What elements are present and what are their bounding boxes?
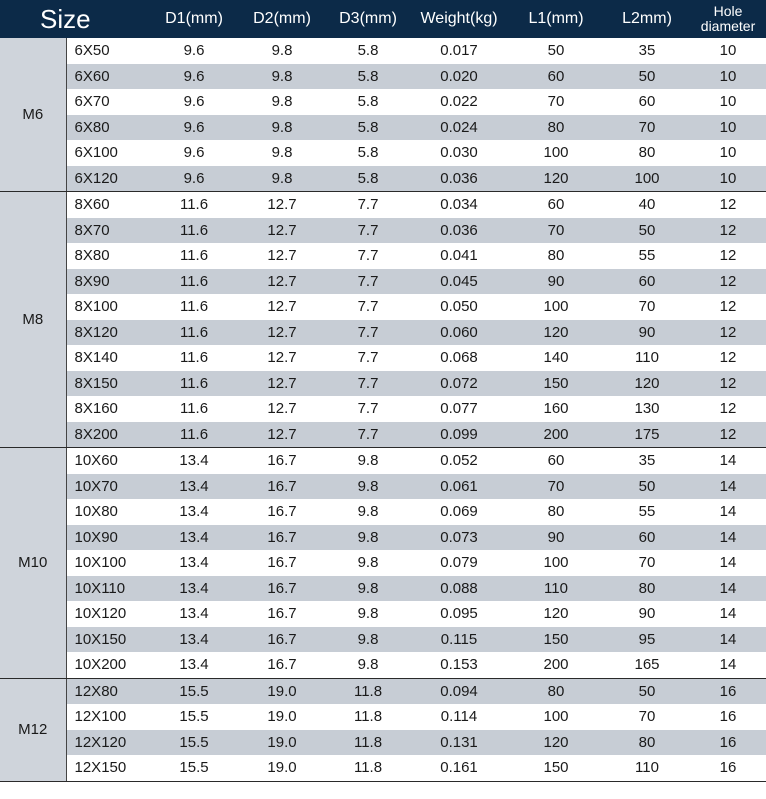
d2-cell: 16.7 xyxy=(238,474,326,500)
table-body xyxy=(0,38,766,781)
weight-cell: 0.114 xyxy=(440,708,478,726)
size-cell: 12X100 xyxy=(66,704,150,730)
l1-cell: 160 xyxy=(543,400,569,418)
d1-cell: 11.6 xyxy=(150,320,238,346)
d2-cell: 19.0 xyxy=(267,708,297,726)
d2-cell: 12.7 xyxy=(267,196,297,214)
d2-cell: 12.7 xyxy=(267,298,297,316)
l1-cell: 100 xyxy=(543,708,569,726)
weight-cell: 0.161 xyxy=(410,755,508,781)
d2-cell: 16.7 xyxy=(267,554,297,572)
d1-cell: 15.5 xyxy=(150,755,238,781)
l1-cell: 120 xyxy=(508,730,604,756)
weight-cell: 0.068 xyxy=(440,349,478,367)
table-row xyxy=(0,38,766,64)
d2-cell: 12.7 xyxy=(238,218,326,244)
d3-cell: 7.7 xyxy=(357,247,379,265)
l2-cell: 70 xyxy=(638,708,656,726)
l1-cell: 80 xyxy=(547,503,565,521)
size-cell: 8X60 xyxy=(66,192,150,218)
table-row xyxy=(0,678,766,704)
l2-cell: 110 xyxy=(635,349,659,367)
size-cell: 10X60 xyxy=(66,448,150,474)
d3-cell: 7.7 xyxy=(357,196,379,214)
d2-cell: 19.0 xyxy=(238,730,326,756)
d3-cell: 9.8 xyxy=(357,554,379,572)
d2-cell: 16.7 xyxy=(238,627,326,653)
d1-cell: 15.5 xyxy=(150,678,238,704)
l2-cell: 95 xyxy=(604,627,690,653)
table-row xyxy=(0,704,766,730)
table-row xyxy=(0,499,766,525)
l2-cell: 35 xyxy=(638,452,656,470)
table-header xyxy=(0,0,766,38)
size-cell: 10X110 xyxy=(66,576,150,602)
table-row xyxy=(0,422,766,448)
table-row xyxy=(0,243,766,269)
table-row xyxy=(0,448,766,474)
table-row xyxy=(0,345,766,371)
weight-cell: 0.079 xyxy=(440,554,478,572)
hole-diameter-cell: 14 xyxy=(719,554,737,572)
d3-cell: 7.7 xyxy=(326,218,410,244)
l2-cell: 50 xyxy=(604,678,690,704)
l2-cell: 60 xyxy=(638,93,656,111)
weight-cell: 0.034 xyxy=(440,196,478,214)
d3-header: D3(mm) xyxy=(326,0,410,38)
d3-cell: 5.8 xyxy=(326,115,410,141)
table-row xyxy=(0,64,766,90)
d2-cell: 16.7 xyxy=(267,605,297,623)
d2-cell: 9.8 xyxy=(238,64,326,90)
d2-cell: 12.7 xyxy=(267,349,297,367)
table-row xyxy=(0,652,766,678)
l1-cell: 80 xyxy=(508,115,604,141)
size-cell: 6X120 xyxy=(66,166,150,192)
table-row xyxy=(0,550,766,576)
d3-cell: 5.8 xyxy=(357,144,379,162)
weight-cell: 0.036 xyxy=(410,218,508,244)
d3-cell: 9.8 xyxy=(326,576,410,602)
l2-cell: 35 xyxy=(638,42,656,60)
size-cell: 8X200 xyxy=(66,422,150,448)
hole-diameter-cell: 14 xyxy=(690,474,766,500)
hole-header-line1: Hole xyxy=(713,3,743,19)
d3-cell: 9.8 xyxy=(357,452,379,470)
d3-cell: 5.8 xyxy=(357,93,379,111)
weight-cell: 0.024 xyxy=(410,115,508,141)
l2-cell: 90 xyxy=(604,320,690,346)
d1-cell: 13.4 xyxy=(179,605,209,623)
d1-cell: 11.6 xyxy=(150,422,238,448)
d2-cell: 12.7 xyxy=(238,422,326,448)
weight-cell: 0.099 xyxy=(410,422,508,448)
d1-cell: 9.6 xyxy=(150,166,238,192)
hole-diameter-cell: 12 xyxy=(719,298,737,316)
size-cell: 8X70 xyxy=(66,218,150,244)
size-cell: 12X120 xyxy=(66,730,150,756)
l2-header: L2mm) xyxy=(604,0,690,38)
size-cell: 6X60 xyxy=(66,64,150,90)
table-row xyxy=(0,89,766,115)
l2-cell: 90 xyxy=(638,605,656,623)
weight-cell: 0.017 xyxy=(440,42,478,60)
d3-cell: 7.7 xyxy=(326,269,410,295)
d1-cell: 13.4 xyxy=(179,554,209,572)
weight-cell: 0.073 xyxy=(410,525,508,551)
l1-cell: 150 xyxy=(508,371,604,397)
size-cell: 6X50 xyxy=(66,38,150,64)
d3-cell: 9.8 xyxy=(326,652,410,678)
l1-cell: 70 xyxy=(508,474,604,500)
d2-header: D2(mm) xyxy=(238,0,326,38)
d2-cell: 16.7 xyxy=(238,652,326,678)
weight-header: Weight(kg) xyxy=(410,0,508,38)
l2-cell: 70 xyxy=(638,554,656,572)
d3-cell: 5.8 xyxy=(326,166,410,192)
d1-cell: 9.6 xyxy=(183,144,205,162)
size-cell: 12X150 xyxy=(66,755,150,781)
d3-cell: 9.8 xyxy=(326,525,410,551)
d1-cell: 9.6 xyxy=(183,93,205,111)
d2-cell: 19.0 xyxy=(238,755,326,781)
d2-cell: 19.0 xyxy=(238,678,326,704)
hole-diameter-cell: 10 xyxy=(690,166,766,192)
hole-diameter-cell: 10 xyxy=(690,64,766,90)
table-row xyxy=(0,474,766,500)
d2-cell: 9.8 xyxy=(271,42,293,60)
table-row xyxy=(0,269,766,295)
d2-cell: 12.7 xyxy=(238,371,326,397)
d1-cell: 13.4 xyxy=(150,474,238,500)
d2-cell: 16.7 xyxy=(267,503,297,521)
l1-cell: 80 xyxy=(547,247,565,265)
size-cell: 8X160 xyxy=(66,396,150,422)
d3-cell: 11.8 xyxy=(353,708,383,726)
l1-cell: 60 xyxy=(547,196,565,214)
d3-cell: 9.8 xyxy=(357,605,379,623)
l2-cell: 50 xyxy=(604,64,690,90)
l2-cell: 55 xyxy=(638,247,656,265)
size-cell: 8X90 xyxy=(66,269,150,295)
hole-diameter-cell: 12 xyxy=(690,320,766,346)
d1-cell: 11.6 xyxy=(150,269,238,295)
table-row xyxy=(0,627,766,653)
table-row xyxy=(0,576,766,602)
table-row xyxy=(0,218,766,244)
l2-cell: 100 xyxy=(604,166,690,192)
d3-cell: 7.7 xyxy=(357,349,379,367)
hole-diameter-cell: 16 xyxy=(690,730,766,756)
hole-diameter-cell: 14 xyxy=(690,525,766,551)
weight-cell: 0.030 xyxy=(440,144,478,162)
l1-cell: 100 xyxy=(543,298,569,316)
d2-cell: 12.7 xyxy=(267,247,297,265)
weight-cell: 0.045 xyxy=(410,269,508,295)
d1-cell: 11.6 xyxy=(179,247,209,265)
group-label: M12 xyxy=(0,678,66,781)
l1-cell: 100 xyxy=(543,144,569,162)
l2-cell: 80 xyxy=(638,144,656,162)
l2-cell: 110 xyxy=(604,755,690,781)
header-row xyxy=(0,0,766,38)
d2-cell: 9.8 xyxy=(271,93,293,111)
weight-cell: 0.131 xyxy=(410,730,508,756)
d3-cell: 9.8 xyxy=(357,503,379,521)
l1-cell: 120 xyxy=(543,605,569,623)
l1-cell: 200 xyxy=(508,652,604,678)
size-cell: 6X70 xyxy=(66,89,150,115)
l2-cell: 130 xyxy=(634,400,660,418)
weight-cell: 0.095 xyxy=(440,605,478,623)
d1-header: D1(mm) xyxy=(150,0,238,38)
d1-cell: 13.4 xyxy=(179,452,209,470)
l2-cell: 70 xyxy=(638,298,656,316)
l1-cell: 120 xyxy=(508,166,604,192)
l2-cell: 60 xyxy=(604,525,690,551)
size-cell: 6X80 xyxy=(66,115,150,141)
table-row xyxy=(0,294,766,320)
weight-cell: 0.020 xyxy=(410,64,508,90)
d1-cell: 13.4 xyxy=(179,503,209,521)
d2-cell: 9.8 xyxy=(238,115,326,141)
d2-cell: 12.7 xyxy=(238,320,326,346)
size-cell: 10X150 xyxy=(66,627,150,653)
d1-cell: 13.4 xyxy=(150,525,238,551)
hole-diameter-cell: 14 xyxy=(719,503,737,521)
hole-diameter-cell: 12 xyxy=(719,196,737,214)
table-row xyxy=(0,601,766,627)
d2-cell: 9.8 xyxy=(238,166,326,192)
l1-cell: 50 xyxy=(547,42,565,60)
d1-cell: 13.4 xyxy=(150,652,238,678)
group-label: M6 xyxy=(0,38,66,192)
hole-diameter-cell: 12 xyxy=(690,371,766,397)
size-cell: 10X120 xyxy=(66,601,150,627)
weight-cell: 0.050 xyxy=(440,298,478,316)
d3-cell: 11.8 xyxy=(326,755,410,781)
size-cell: 6X100 xyxy=(66,140,150,166)
l1-cell: 60 xyxy=(547,452,565,470)
l1-cell: 140 xyxy=(543,349,569,367)
weight-cell: 0.060 xyxy=(410,320,508,346)
d1-cell: 9.6 xyxy=(150,64,238,90)
weight-cell: 0.153 xyxy=(410,652,508,678)
size-cell: 8X100 xyxy=(66,294,150,320)
weight-cell: 0.022 xyxy=(440,93,478,111)
l2-cell: 40 xyxy=(638,196,656,214)
d3-cell: 7.7 xyxy=(326,371,410,397)
weight-cell: 0.041 xyxy=(440,247,478,265)
l2-cell: 50 xyxy=(604,218,690,244)
hole-diameter-cell: 14 xyxy=(719,605,737,623)
weight-cell: 0.069 xyxy=(440,503,478,521)
group-label: M10 xyxy=(0,448,66,679)
l1-cell: 150 xyxy=(508,755,604,781)
hole-diameter-cell: 12 xyxy=(719,349,737,367)
d3-cell: 11.8 xyxy=(326,730,410,756)
d3-cell: 5.8 xyxy=(326,64,410,90)
l1-cell: 90 xyxy=(508,269,604,295)
l2-cell: 175 xyxy=(604,422,690,448)
d3-cell: 7.7 xyxy=(357,298,379,316)
weight-cell: 0.115 xyxy=(410,627,508,653)
l2-cell: 60 xyxy=(604,269,690,295)
hole-diameter-cell: 12 xyxy=(690,218,766,244)
table-row xyxy=(0,320,766,346)
size-cell: 10X100 xyxy=(66,550,150,576)
size-cell: 10X90 xyxy=(66,525,150,551)
weight-cell: 0.061 xyxy=(410,474,508,500)
d3-cell: 9.8 xyxy=(326,627,410,653)
table-row xyxy=(0,730,766,756)
l2-cell: 55 xyxy=(638,503,656,521)
size-cell: 8X140 xyxy=(66,345,150,371)
d1-cell: 13.4 xyxy=(150,576,238,602)
hole-diameter-cell: 14 xyxy=(690,627,766,653)
table-row xyxy=(0,525,766,551)
hole-diameter-cell: 12 xyxy=(719,400,737,418)
d1-cell: 11.6 xyxy=(150,371,238,397)
d3-cell: 11.8 xyxy=(326,678,410,704)
hole-diameter-cell: 10 xyxy=(719,93,737,111)
table-row xyxy=(0,371,766,397)
d1-cell: 11.6 xyxy=(179,400,209,418)
l2-cell: 70 xyxy=(604,115,690,141)
table-row xyxy=(0,140,766,166)
size-cell: 8X150 xyxy=(66,371,150,397)
l2-cell: 80 xyxy=(604,576,690,602)
size-header: Size xyxy=(0,0,150,38)
table-row xyxy=(0,192,766,218)
d1-cell: 11.6 xyxy=(179,196,209,214)
group-label: M8 xyxy=(0,192,66,448)
d2-cell: 12.7 xyxy=(267,400,297,418)
d2-cell: 9.8 xyxy=(271,144,293,162)
hole-diameter-cell: 10 xyxy=(719,144,737,162)
l1-header: L1(mm) xyxy=(508,0,604,38)
hole-diameter-cell: 16 xyxy=(719,708,737,726)
hole-diameter-cell: 10 xyxy=(690,115,766,141)
weight-cell: 0.094 xyxy=(410,678,508,704)
table-row xyxy=(0,166,766,192)
weight-cell: 0.052 xyxy=(440,452,478,470)
weight-cell: 0.088 xyxy=(410,576,508,602)
table-row xyxy=(0,396,766,422)
d2-cell: 12.7 xyxy=(238,269,326,295)
d3-cell: 9.8 xyxy=(326,474,410,500)
d1-cell: 11.6 xyxy=(179,298,209,316)
hole-diameter-cell: 12 xyxy=(719,247,737,265)
d2-cell: 16.7 xyxy=(238,576,326,602)
l2-cell: 50 xyxy=(604,474,690,500)
l1-cell: 120 xyxy=(508,320,604,346)
l1-cell: 80 xyxy=(508,678,604,704)
weight-cell: 0.036 xyxy=(410,166,508,192)
d3-cell: 7.7 xyxy=(326,320,410,346)
l1-cell: 100 xyxy=(543,554,569,572)
l1-cell: 60 xyxy=(508,64,604,90)
d1-cell: 13.4 xyxy=(150,627,238,653)
l1-cell: 70 xyxy=(547,93,565,111)
d1-cell: 15.5 xyxy=(150,730,238,756)
size-cell: 8X120 xyxy=(66,320,150,346)
table-row xyxy=(0,755,766,781)
d3-cell: 5.8 xyxy=(357,42,379,60)
d3-cell: 7.7 xyxy=(357,400,379,418)
d2-cell: 16.7 xyxy=(238,525,326,551)
d1-cell: 9.6 xyxy=(183,42,205,60)
l1-cell: 70 xyxy=(508,218,604,244)
hole-diameter-cell: 10 xyxy=(719,42,737,60)
l2-cell: 120 xyxy=(604,371,690,397)
l1-cell: 110 xyxy=(508,576,604,602)
l1-cell: 90 xyxy=(508,525,604,551)
weight-cell: 0.072 xyxy=(410,371,508,397)
hole-diameter-cell: 16 xyxy=(690,755,766,781)
hole-header-line2: diameter xyxy=(700,18,756,34)
hole-diameter-cell: 12 xyxy=(690,422,766,448)
d2-cell: 16.7 xyxy=(267,452,297,470)
hole-diameter-cell: 14 xyxy=(690,652,766,678)
l2-cell: 165 xyxy=(604,652,690,678)
table-row xyxy=(0,115,766,141)
d1-cell: 11.6 xyxy=(179,349,209,367)
d1-cell: 11.6 xyxy=(150,218,238,244)
hole-diameter-cell: 14 xyxy=(719,452,737,470)
hole-diameter-cell: 12 xyxy=(690,269,766,295)
size-cell: 10X80 xyxy=(66,499,150,525)
weight-cell: 0.077 xyxy=(440,400,478,418)
l1-cell: 150 xyxy=(508,627,604,653)
d1-cell: 9.6 xyxy=(150,115,238,141)
hole-diameter-header xyxy=(690,0,766,38)
size-cell: 8X80 xyxy=(66,243,150,269)
hole-diameter-cell: 14 xyxy=(690,576,766,602)
l2-cell: 80 xyxy=(604,730,690,756)
d3-cell: 7.7 xyxy=(326,422,410,448)
hole-diameter-cell: 16 xyxy=(690,678,766,704)
size-cell: 10X200 xyxy=(66,652,150,678)
d1-cell: 15.5 xyxy=(179,708,209,726)
size-cell: 12X80 xyxy=(66,678,150,704)
l1-cell: 200 xyxy=(508,422,604,448)
size-cell: 10X70 xyxy=(66,474,150,500)
